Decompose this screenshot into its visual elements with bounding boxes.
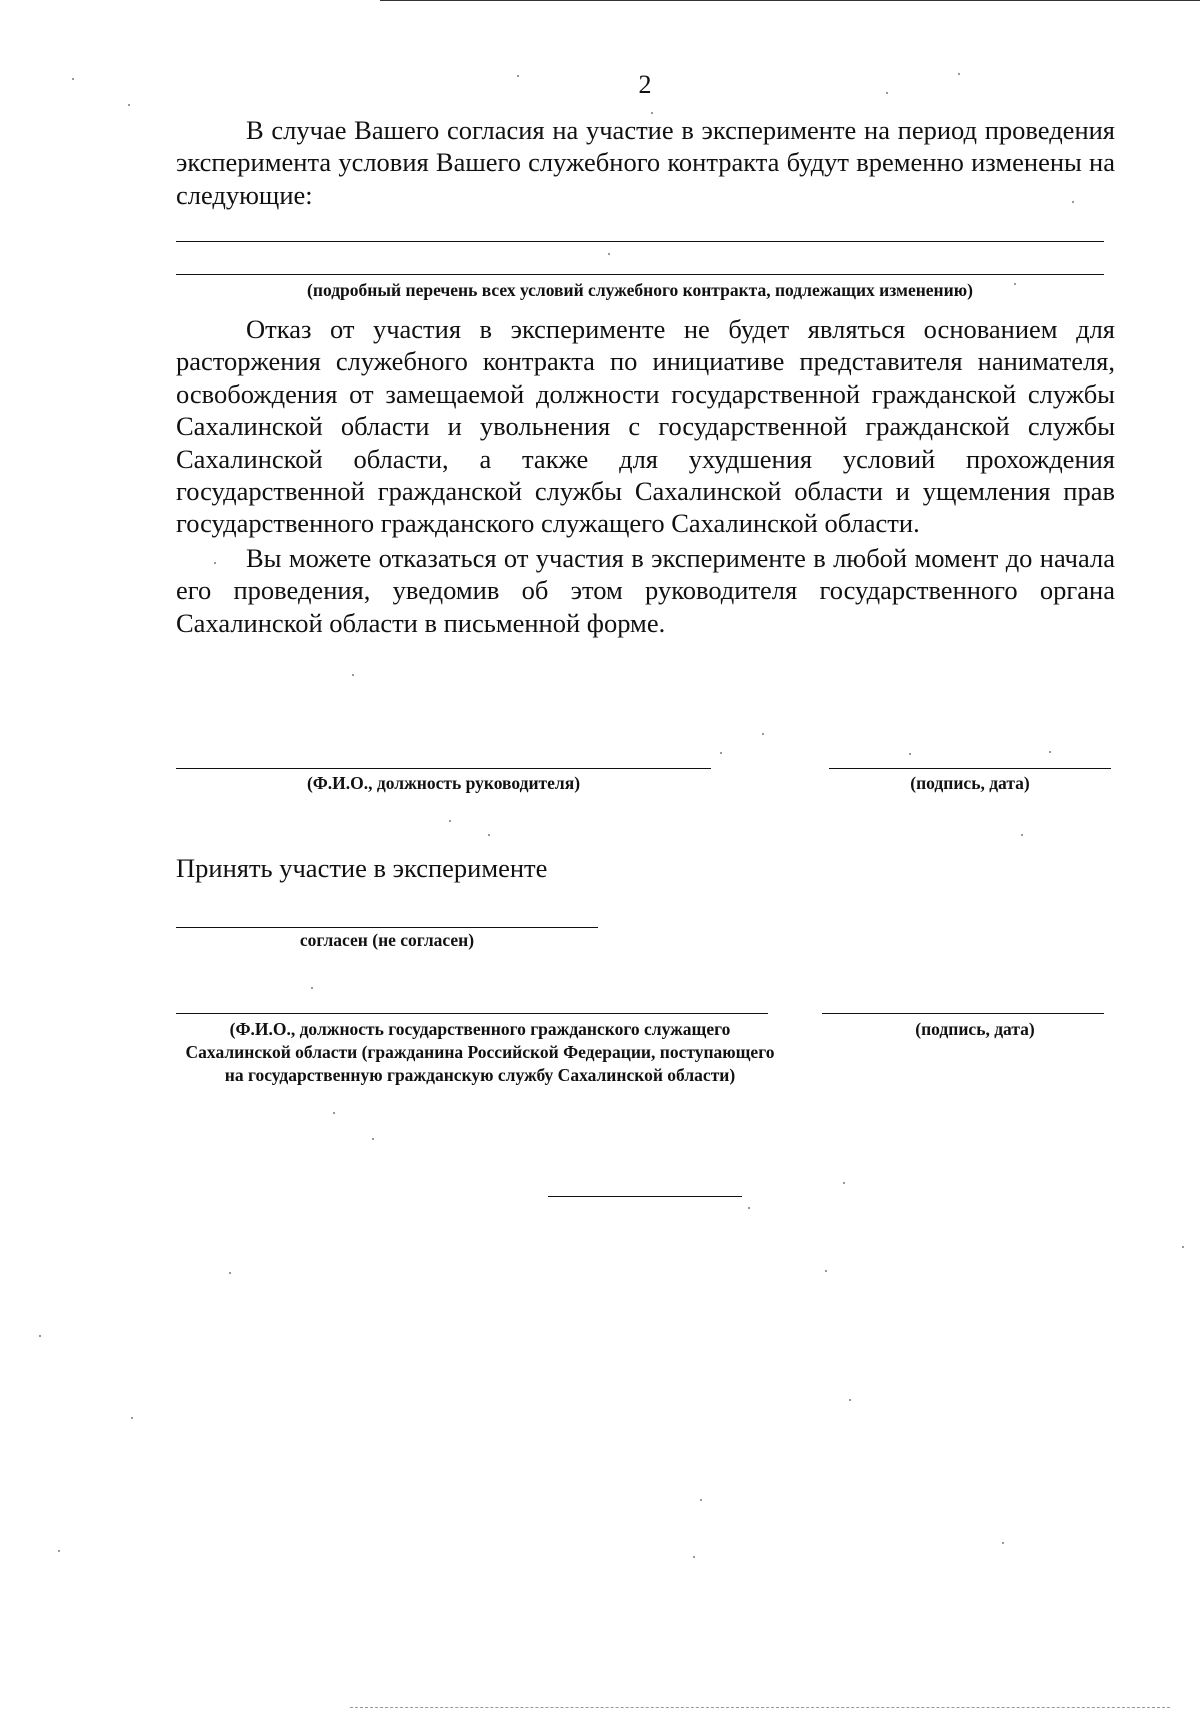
scan-speck [909, 753, 911, 755]
caption-contract-conditions-list: (подробный перечень всех условий служебного контракта, подлежащих изменению) [307, 280, 973, 300]
scan-speck [1002, 1542, 1004, 1544]
scan-speck [352, 674, 354, 676]
scan-speck [1049, 751, 1051, 753]
scan-speck [1014, 283, 1016, 285]
caption-head-signature-date: (подпись, дата) [910, 773, 1030, 793]
paragraph-consent-conditions: В случае Вашего согласия на участие в эксперименте на период проведения эксперимента условия Вашего служебного контракта будут временно изменены на следующие: [176, 115, 1115, 210]
page-number: 2 [638, 70, 652, 99]
scan-speck [229, 1272, 231, 1274]
scan-speck [958, 73, 960, 75]
scan-speck [488, 834, 490, 836]
scan-speck [651, 112, 653, 114]
caption-employee-name-line-2: Сахалинской области (гражданина Российской Федерации, поступающего [185, 1042, 775, 1062]
scan-speck [333, 1112, 335, 1114]
conditions-blank-line-1 [176, 241, 1104, 242]
scan-speck [843, 1182, 845, 1184]
scan-speck [608, 253, 610, 255]
employee-signature-date-line [822, 1013, 1104, 1014]
scan-speck [372, 1138, 374, 1140]
paragraph-refusal-consequences: Отказ от участия в эксперименте не будет являться основанием для расторжения служебного контракта по инициативе представителя нанимателя, освобождения от замещаемой должности государственной гражданской службы Сахалинской области и увольнения с государственной гражданской службы Сахалинской области, а также для ухудшения условий прохождения государственной гражданской службы Сахалинской области и ущемления прав государственного гражданского служащего Сахалинской области. [176, 314, 1115, 539]
scan-speck [311, 987, 313, 989]
employee-name-line [176, 1013, 768, 1014]
scan-top-edge-line [380, 0, 1200, 1]
scan-speck [1182, 1246, 1184, 1248]
scan-speck [517, 75, 519, 77]
participation-heading: Принять участие в эксперименте [176, 853, 548, 883]
scan-speck [886, 92, 888, 94]
scan-speck [214, 562, 216, 564]
scan-speck [72, 78, 74, 80]
scan-speck [825, 1270, 827, 1272]
end-of-document-rule [548, 1196, 742, 1197]
scan-speck [849, 1399, 851, 1401]
scan-speck [449, 820, 451, 822]
scan-speck [1021, 834, 1023, 836]
caption-agree-disagree: согласен (не согласен) [299, 930, 475, 950]
scan-speck [748, 1207, 750, 1209]
scan-speck [58, 1550, 60, 1552]
scan-speck [693, 1556, 695, 1558]
paragraph-withdrawal-right: Вы можете отказаться от участия в эксперименте в любой момент до начала его проведения, уведомив об этом руководителя государственного органа Сахалинской области в письменной форме. [176, 543, 1115, 638]
caption-employee-name-line-1: (Ф.И.О., должность государственного гражданского служащего [229, 1019, 731, 1039]
scan-speck [131, 1417, 133, 1419]
scan-speck [1072, 201, 1074, 203]
scan-bottom-edge-line [350, 1707, 1170, 1708]
agree-blank-line [176, 927, 598, 928]
head-signature-date-line [829, 768, 1111, 769]
scan-speck [128, 104, 130, 106]
caption-employee-name-line-3: на государственную гражданскую службу Сахалинской области) [224, 1065, 736, 1085]
scan-speck [39, 1335, 41, 1337]
conditions-blank-line-2 [176, 274, 1104, 275]
scan-speck [762, 733, 764, 735]
scan-speck [700, 1499, 702, 1501]
caption-employee-signature-date: (подпись, дата) [915, 1019, 1035, 1039]
head-name-signature-line [176, 768, 711, 769]
scan-speck [720, 752, 722, 754]
caption-head-name-position: (Ф.И.О., должность руководителя) [306, 773, 581, 793]
